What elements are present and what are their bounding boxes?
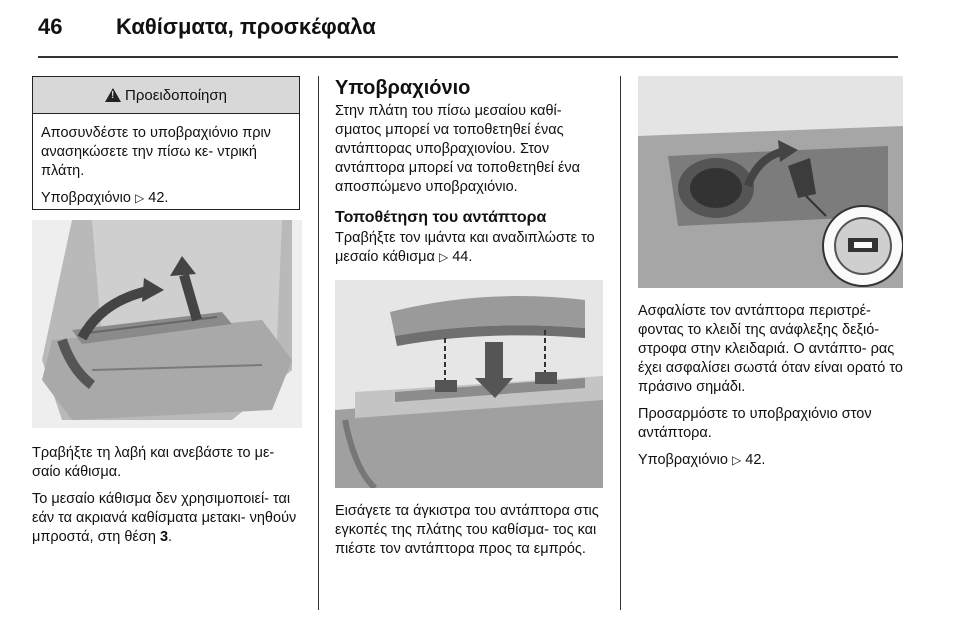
armrest-reference: Υποβραχιόνιο ▷ 42. [638, 452, 766, 468]
warning-body [33, 114, 299, 208]
reference-arrow-icon: ▷ [438, 250, 449, 264]
subsection-text: Τραβήξτε τον ιμάντα και αναδιπλώστε το μεσαίο κάθισμα ▷ 44. [335, 230, 595, 265]
lock-instruction: Ασφαλίστε τον αντάπτορα περιστρέ‐ φοντας το κλειδί της ανάφλεξης δεξιό‐ στροφα στην κλειδαριά. Ο αντάπτο‐ ρας έχει ασφαλίσει σωστά όταν είναι ορατό το πράσινο σημάδι. [638, 303, 903, 395]
column-middle [335, 76, 605, 557]
reference-arrow-icon: ▷ [731, 453, 742, 467]
reference-arrow-icon: ▷ [134, 191, 145, 205]
seat-illustration [32, 220, 302, 428]
subsection-heading: Τοποθέτηση του αντάπτορα [335, 209, 547, 226]
warning-title: Προειδοποίηση [125, 86, 227, 104]
adapter-caption: Εισάγετε τα άγκιστρα του αντάπτορα στις εγκοπές της πλάτης του καθίσμα‐ τος και πιέστε τον αντάπτορα προς τα εμπρός. [335, 503, 599, 557]
warning-reference-link[interactable]: 42. [148, 190, 169, 206]
lock-illustration [638, 76, 903, 288]
section-heading: Υποβραχιόνιο [335, 77, 471, 99]
warning-triangle-icon [105, 88, 121, 102]
column-divider-2 [620, 76, 621, 610]
header-divider [38, 56, 898, 58]
warning-box [32, 76, 300, 210]
subsection-reference-link[interactable]: 44. [452, 249, 473, 265]
page-title: Καθίσματα, προσκέφαλα [116, 14, 376, 39]
seat-instruction: Τραβήξτε τη λαβή και ανεβάστε το με‐ σαίο κάθισμα. [32, 445, 275, 480]
warning-header [33, 77, 299, 114]
column-divider-1 [318, 76, 319, 610]
adapter-illustration [335, 280, 603, 488]
warning-text: Αποσυνδέστε το υποβραχιόνιο πριν ανασηκώσετε την πίσω κε‐ ντρική πλάτη. [41, 125, 271, 179]
page-number: 46 [38, 14, 63, 39]
position-number: 3 [159, 529, 169, 545]
seat-note: Το μεσαίο κάθισμα δεν χρησιμοποιεί‐ ται εάν τα ακριανά καθίσματα μετακι‐ νηθούν μπροστά, στη θέση 3. [32, 491, 297, 545]
armrest-reference-link[interactable]: 42. [745, 452, 766, 468]
warning-reference: Υποβραχιόνιο ▷ 42. [41, 190, 169, 206]
armrest-instruction: Προσαρμόστε το υποβραχιόνιο στον αντάπτορα. [638, 406, 872, 441]
section-intro: Στην πλάτη του πίσω μεσαίου καθί‐ σματος μπορεί να τοποθετηθεί ένας αντάπτορας υποβραχιονίου. Στον αντάπτορα μπορεί να τοποθετηθεί ένα αποσπώμενο υποβραχιόνιο. [335, 103, 581, 195]
